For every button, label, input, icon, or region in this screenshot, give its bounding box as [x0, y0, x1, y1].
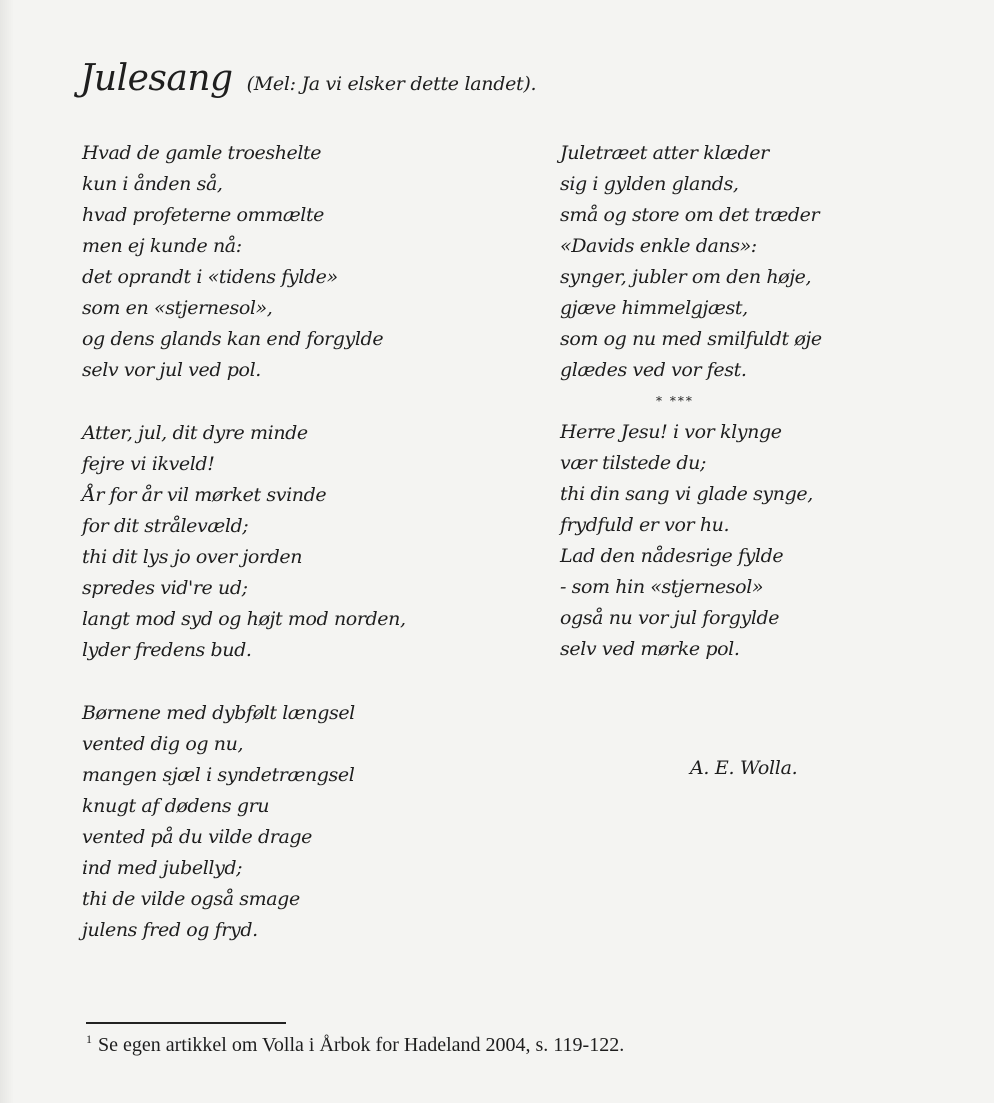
verse-line: små og store om det træder	[560, 204, 820, 226]
verse-line: glædes ved vor fest.	[560, 359, 747, 381]
verse-line: julens fred og fryd.	[82, 919, 258, 941]
stanza-gap	[82, 666, 502, 698]
verse-line: thi dit lys jo over jorden	[82, 546, 303, 568]
stanza	[82, 138, 502, 386]
verse-line: fejre vi ikveld!	[82, 453, 215, 475]
verse-line: lyder fredens bud.	[82, 639, 252, 661]
verse-line: Herre Jesu! i vor klynge	[560, 421, 782, 443]
stanza-separator: * ***	[656, 394, 694, 408]
verse-line: det oprandt i «tidens fylde»	[82, 266, 338, 288]
verse-line: mangen sjæl i syndetrængsel	[82, 764, 355, 786]
verse-line: selv vor jul ved pol.	[82, 359, 261, 381]
verse-line: synger, jubler om den høje,	[560, 266, 812, 288]
verse-line: som en «stjernesol»,	[82, 297, 273, 319]
verse-line: som og nu med smilfuldt øje	[560, 328, 822, 350]
verse-line: «Davids enkle dans»:	[560, 235, 757, 257]
verse-line: og dens glands kan end forgylde	[82, 328, 384, 350]
author-signature: A. E. Wolla.	[690, 757, 798, 779]
verse-line: vented dig og nu,	[82, 733, 244, 755]
stanza-gap	[82, 386, 502, 418]
verse-line: ind med jubellyd;	[82, 857, 243, 879]
footnote	[86, 1032, 624, 1057]
verse-line: thi de vilde også smage	[82, 888, 300, 910]
poem-subtitle: (Mel: Ja vi elsker dette landet).	[246, 73, 537, 95]
verse-line: kun i ånden så,	[82, 173, 223, 195]
poem-title: Julesang	[80, 58, 233, 99]
verse-line: hvad profeterne ommælte	[82, 204, 325, 226]
verse-line: frydfuld er vor hu.	[560, 514, 730, 536]
verse-line: spredes vid're ud;	[82, 577, 248, 599]
stanza	[560, 138, 880, 386]
verse-line: vented på du vilde drage	[82, 826, 312, 848]
verse-line: Lad den nådesrige fylde	[560, 545, 784, 567]
page-edge	[0, 0, 14, 1103]
verse-line: knugt af dødens gru	[82, 795, 270, 817]
verse-line: langt mod syd og højt mod norden,	[82, 608, 406, 630]
verse-line: vær tilstede du;	[560, 452, 706, 474]
stanza	[82, 418, 502, 666]
verse-line: for dit strålevæld;	[82, 515, 249, 537]
verse-line: - som hin «stjernesol»	[560, 576, 764, 598]
verse-line: også nu vor jul forgylde	[560, 607, 780, 629]
stanza	[560, 417, 880, 665]
footnote-text: Se egen artikkel om Volla i Årbok for Hadeland 2004, s. 119-122.	[98, 1034, 625, 1056]
stanza	[82, 698, 502, 946]
verse-line: Juletræet atter klæder	[560, 142, 769, 164]
verse-line: Hvad de gamle troeshelte	[82, 142, 322, 164]
verse-line: thi din sang vi glade synge,	[560, 483, 813, 505]
verse-line: selv ved mørke pol.	[560, 638, 740, 660]
verse-line: Børnene med dybfølt længsel	[82, 702, 355, 724]
right-column	[560, 138, 880, 665]
footnote-rule	[86, 1022, 286, 1024]
verse-line: gjæve himmelgjæst,	[560, 297, 748, 319]
verse-line: men ej kunde nå:	[82, 235, 242, 257]
verse-line: sig i gylden glands,	[560, 173, 739, 195]
verse-line: År for år vil mørket svinde	[82, 484, 327, 506]
verse-line: Atter, jul, dit dyre minde	[82, 422, 308, 444]
left-column	[82, 138, 502, 946]
title-row	[80, 58, 536, 99]
footnote-marker: 1	[86, 1032, 92, 1046]
